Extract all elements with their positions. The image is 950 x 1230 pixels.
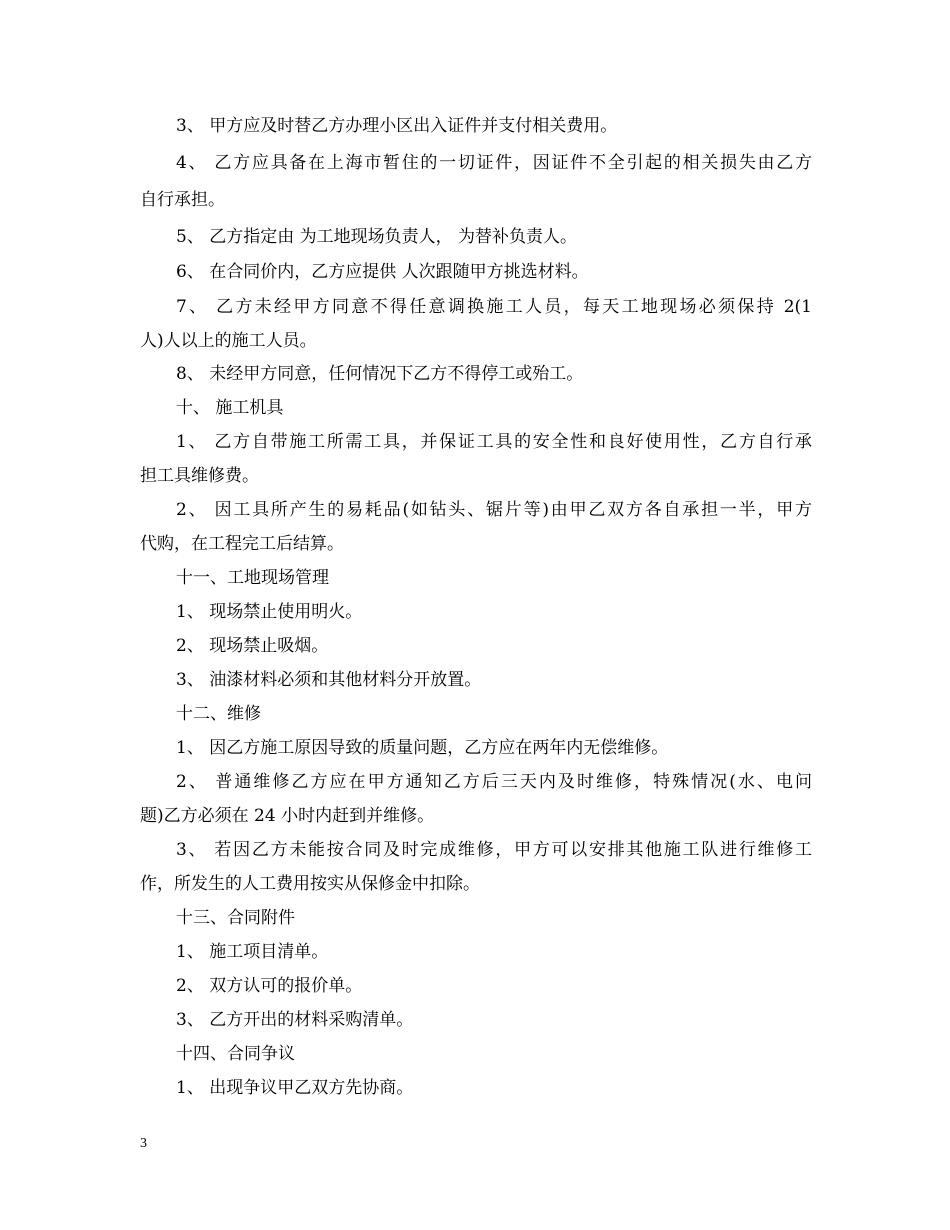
line-9: 1、 乙方自带施工所需工具，并保证工具的安全性和良好使用性，乙方自行承	[176, 432, 812, 452]
line-13: 十一、工地现场管理	[176, 568, 329, 588]
line-16: 3、 油漆材料必须和其他材料分开放置。	[176, 670, 482, 690]
line-0: 3、 甲方应及时替乙方办理小区出入证件并支付相关费用。	[176, 116, 618, 136]
line-22: 作，所发生的人工费用按实从保修金中扣除。	[140, 874, 480, 894]
line-24: 1、 施工项目清单。	[176, 942, 329, 962]
line-5: 7、 乙方未经甲方同意不得任意调换施工人员，每天工地现场必须保持 2(1	[176, 297, 812, 317]
line-8: 十、 施工机具	[176, 398, 284, 418]
line-25: 2、 双方认可的报价单。	[176, 976, 363, 996]
page-number: 3	[140, 1136, 147, 1151]
line-1: 4、 乙方应具备在上海市暂住的一切证件，因证件不全引起的相关损失由乙方	[176, 153, 812, 173]
line-18: 1、 因乙方施工原因导致的质量问题，乙方应在两年内无偿维修。	[176, 738, 669, 758]
line-26: 3、 乙方开出的材料采购清单。	[176, 1010, 414, 1030]
line-21: 3、 若因乙方未能按合同及时完成维修，甲方可以安排其他施工队进行维修工	[176, 840, 812, 860]
line-6: 人)人以上的施工人员。	[140, 331, 317, 351]
line-17: 十二、维修	[176, 704, 261, 724]
line-28: 1、 出现争议甲乙双方先协商。	[176, 1078, 414, 1098]
line-14: 1、 现场禁止使用明火。	[176, 602, 363, 622]
line-4: 6、 在合同价内，乙方应提供 人次跟随甲方挑选材料。	[176, 262, 589, 282]
line-2: 自行承担。	[140, 190, 225, 210]
line-20: 题)乙方必须在 24 小时内赶到并维修。	[140, 806, 435, 826]
line-23: 十三、合同附件	[176, 908, 295, 928]
line-7: 8、 未经甲方同意，任何情况下乙方不得停工或殆工。	[176, 364, 584, 384]
line-11: 2、 因工具所产生的易耗品(如钻头、锯片等)由甲乙双方各自承担一半，甲方	[176, 500, 812, 520]
line-15: 2、 现场禁止吸烟。	[176, 636, 329, 656]
line-19: 2、 普通维修乙方应在甲方通知乙方后三天内及时维修，特殊情况(水、电问	[176, 772, 812, 792]
line-10: 担工具维修费。	[140, 466, 259, 486]
line-3: 5、 乙方指定由 为工地现场负责人， 为替补负责人。	[176, 227, 578, 247]
line-12: 代购，在工程完工后结算。	[140, 534, 344, 554]
line-27: 十四、合同争议	[176, 1044, 295, 1064]
